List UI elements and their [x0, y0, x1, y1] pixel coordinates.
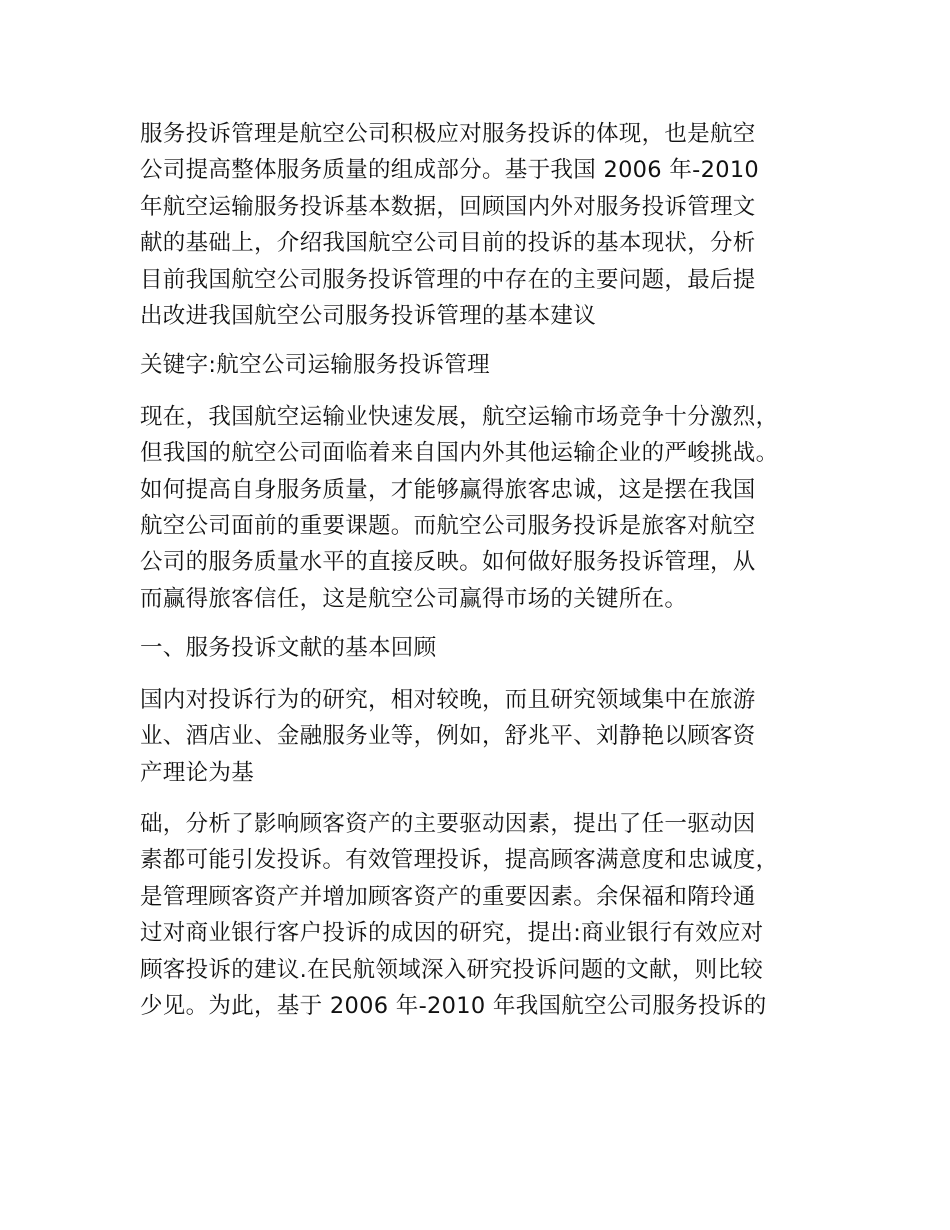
abstract-paragraph	[140, 116, 820, 334]
continuation-line: 是管理顾客资产并增加顾客资产的重要因素。余保福和隋玲通	[140, 883, 756, 910]
intro-line: 但我国的航空公司面临着来自国内外其他运输企业的严峻挑战。	[140, 440, 779, 467]
intro-line: 现在，我国航空运输业快速发展，航空运输市场竞争十分激烈，	[140, 403, 779, 430]
keywords-line: 关键字:航空公司运输服务投诉管理	[140, 352, 490, 379]
intro-line: 而赢得旅客信任，这是航空公司赢得市场的关键所在。	[140, 585, 688, 612]
continuation-line: 础，分析了影响顾客资产的主要驱动因素，提出了任一驱动因	[140, 810, 756, 837]
abstract-line: 服务投诉管理是航空公司积极应对服务投诉的体现，也是航空	[140, 121, 756, 147]
review-line: 业、酒店业、金融服务业等，例如，舒兆平、刘静艳以顾客资	[140, 723, 756, 750]
section-heading-text: 一、服务投诉文献的基本回顾	[140, 635, 437, 662]
continuation-line: 素都可能引发投诉。有效管理投诉，提高顾客满意度和忠诚度，	[140, 847, 779, 874]
section-heading	[140, 630, 820, 666]
review-paragraph	[140, 682, 820, 791]
intro-line: 公司的服务质量水平的直接反映。如何做好服务投诉管理，从	[140, 549, 756, 576]
abstract-line: 献的基础上，介绍我国航空公司目前的投诉的基本现状，分析	[140, 230, 756, 257]
keywords-paragraph	[140, 347, 820, 383]
abstract-line: 目前我国航空公司服务投诉管理的中存在的主要问题，最后提	[140, 266, 756, 293]
intro-paragraph	[140, 399, 820, 617]
abstract-line: 年航空运输服务投诉基本数据，回顾国内外对服务投诉管理文	[140, 193, 756, 220]
continuation-line: 顾客投诉的建议.在民航领域深入研究投诉问题的文献，则比较	[140, 956, 764, 983]
intro-line: 航空公司面前的重要课题。而航空公司服务投诉是旅客对航空	[140, 513, 756, 540]
continuation-line: 少见。为此，基于 2006 年-2010 年我国航空公司服务投诉的	[140, 992, 767, 1019]
abstract-line: 出改进我国航空公司服务投诉管理的基本建议	[140, 303, 597, 330]
continuation-line: 过对商业银行客户投诉的成因的研究，提出:商业银行有效应对	[140, 920, 764, 947]
abstract-line: 公司提高整体服务质量的组成部分。基于我国 2006 年-2010	[140, 157, 760, 184]
review-line: 产理论为基	[140, 759, 255, 786]
review-line: 国内对投诉行为的研究，相对较晚，而且研究领域集中在旅游	[140, 686, 756, 713]
document-page	[140, 116, 820, 1024]
intro-line: 如何提高自身服务质量，才能够赢得旅客忠诚，这是摆在我国	[140, 476, 756, 503]
continuation-paragraph	[140, 806, 820, 1024]
